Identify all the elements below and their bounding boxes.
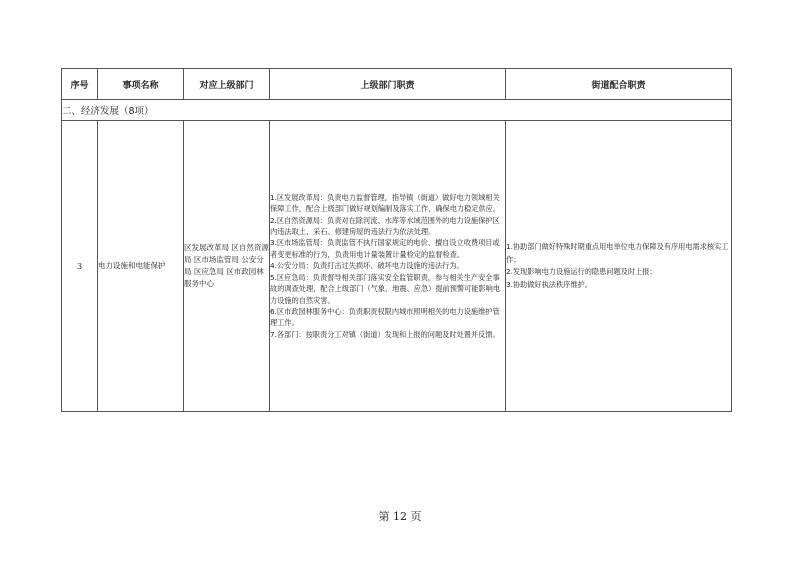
row-departments: 区发展改革局 区自然资源局 区市场监管局 公安分局 区应急局 区市政园林服务中心: [184, 121, 270, 412]
header-street-duties: 街道配合职责: [506, 69, 732, 100]
header-superior-department: 对应上级部门: [184, 69, 270, 100]
superior-duty-item: 3.区市场监管局：负责监管不执行国家规定的电价、擅自设立收费项目或者变更标准的行为，负责用电计量装置计量检定的监督检查。: [270, 238, 500, 259]
row-street-duties: [506, 121, 732, 412]
superior-duty-item: 7.各部门：按职责分工对镇（街道）发现和上报的问题及时处置并反馈。: [270, 329, 500, 339]
header-item-name: 事项名称: [98, 69, 184, 100]
table-header-row: [62, 69, 732, 100]
page-number: 第 12 页: [378, 510, 422, 523]
header-superior-duties: 上级部门职责: [270, 69, 506, 100]
duty-table: [61, 68, 732, 412]
row-serial-no: 3: [62, 121, 98, 412]
superior-duty-item: 6.区市政园林服务中心：负责职责权限内城市照明相关的电力设施维护管理工作。: [270, 306, 500, 328]
superior-duty-item: 5.区应急局：负责督导相关部门落实安全监管职责，参与相关生产安全事故的调查处理，配合上级部门（气象、地震、应急）提前预警可能影响电力设施的自然灾害。: [270, 272, 501, 305]
row-item-name: 电力设施和电能保护: [98, 121, 184, 412]
table-row: [62, 121, 732, 412]
row-superior-duties: [270, 121, 506, 412]
street-duty-item: 2.发现影响电力设施运行的隐患问题及时上报；: [506, 267, 657, 276]
section-title: 二、经济发展（8项）: [62, 100, 732, 121]
superior-duty-item: 4.公安分局：负责打击过失损坏、破坏电力设施的违法行为。: [270, 261, 464, 271]
section-row: [62, 100, 732, 121]
street-duty-item: 1.协助部门做好特殊时期重点用电单位电力保障及有序用电需求核实工作；: [506, 242, 729, 264]
street-duty-item: 3.协助做好执法秩序维护。: [506, 279, 592, 289]
superior-duty-item: 2.区自然资源局：负责对在除河流、水库等水域范围外的电力设施保护区内违法取土、采石、修建房屋的违法行为依法处理。: [270, 215, 500, 237]
header-serial-no: 序号: [62, 69, 98, 100]
superior-duty-item: 1.区发展改革局：负责电力监督管理，指导镇（街道）做好电力领域相关保障工作，配合上级部门做好规划编制及落实工作，确保电力稳定供应。: [270, 192, 501, 214]
